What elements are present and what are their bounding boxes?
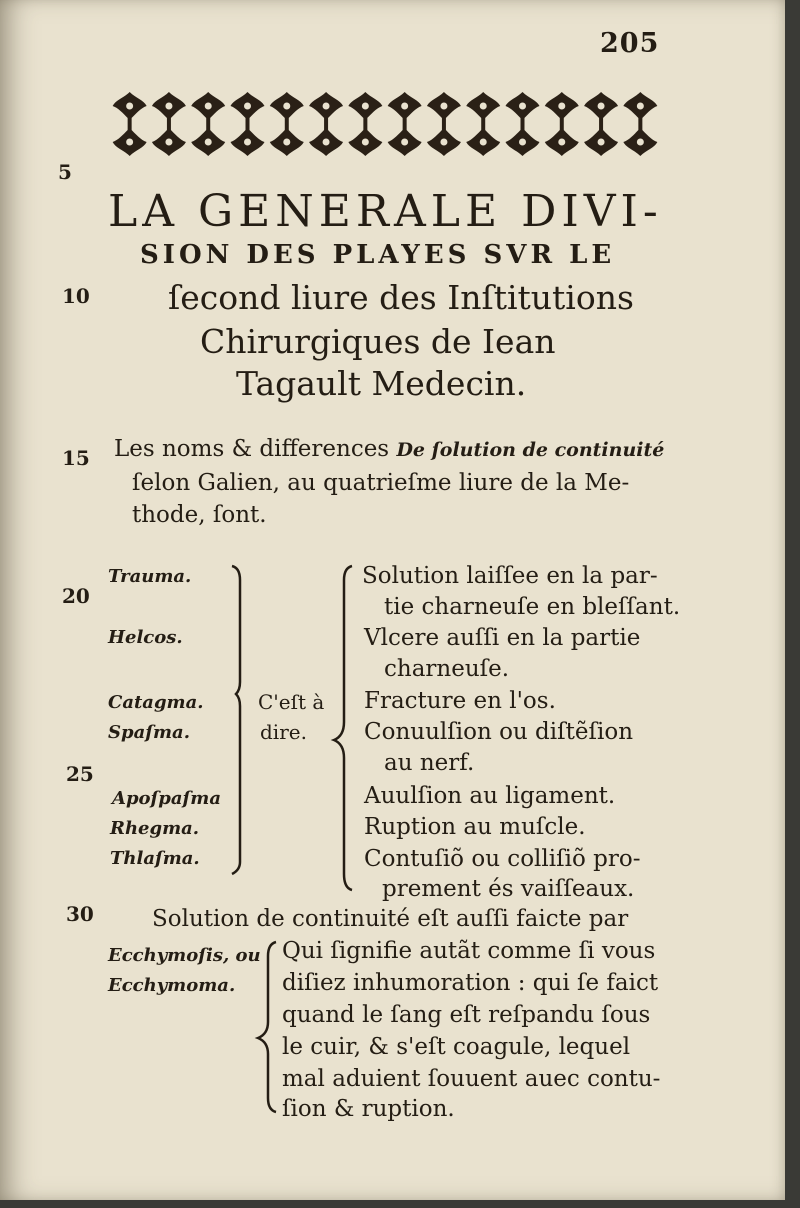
title-line-1: LA GENERALE DIVI- — [108, 186, 663, 237]
title-line-4: Chirurgiques de Iean — [200, 322, 556, 361]
fleuron-dot — [519, 103, 526, 110]
fleuron-dot — [401, 139, 408, 146]
closing-term-2: Ecchymoma. — [108, 975, 236, 996]
fleuron-dot — [283, 103, 290, 110]
fleuron-dot — [323, 103, 330, 110]
fleuron-dot — [323, 139, 330, 146]
closing-def-line: ſion & ruption. — [282, 1096, 455, 1122]
fleuron-dot — [558, 103, 565, 110]
fleuron-dot — [244, 139, 251, 146]
term-helcos: Helcos. — [108, 627, 183, 648]
fleuron-dot — [637, 139, 644, 146]
intro-italic: De ſolution de continuité — [396, 439, 665, 461]
fleuron-stem — [206, 118, 210, 130]
fleuron-dot — [558, 139, 565, 146]
fleuron-dot — [480, 139, 487, 146]
fleuron-dot — [205, 103, 212, 110]
line-number-25: 25 — [66, 762, 94, 786]
closing-brace — [252, 938, 282, 1118]
fleuron-dot — [519, 139, 526, 146]
fleuron-dot — [598, 139, 605, 146]
fleuron-dot — [165, 139, 172, 146]
line-number-30: 30 — [66, 902, 94, 926]
line-number-20: 20 — [62, 584, 90, 608]
closing-line-1: Solution de continuité eſt auſſi faicte par — [152, 906, 629, 932]
term-thlasma: Thlaſma. — [110, 848, 200, 869]
page-number: 205 — [600, 28, 660, 59]
fleuron-dot — [362, 103, 369, 110]
definition-line: Vlcere auſſi en la partie — [364, 625, 641, 651]
fleuron-dot — [480, 103, 487, 110]
definition-line: Auulſion au ligament. — [364, 783, 616, 809]
fleuron-dot — [205, 139, 212, 146]
fleuron-stem — [128, 118, 132, 130]
connector-line-2: dire. — [260, 720, 307, 744]
fleuron-dot — [362, 139, 369, 146]
closing-def-line: le cuir, & s'eſt coagule, lequel — [282, 1034, 631, 1060]
fleuron-dot — [165, 103, 172, 110]
closing-def-line: mal aduient ſouuent auec contu- — [282, 1066, 661, 1092]
term-trauma: Trauma. — [108, 566, 192, 587]
intro-text: Les noms & differences — [114, 436, 390, 462]
fleuron-stem — [403, 118, 407, 130]
title-line-3: ſecond liure des Inſtitutions — [168, 278, 634, 317]
fleuron-dot — [401, 103, 408, 110]
fleuron-dot — [283, 139, 290, 146]
line-number-5: 5 — [58, 160, 72, 184]
definition-line: tie charneuſe en bleſſant. — [384, 594, 681, 620]
fleuron-stem — [521, 118, 525, 130]
fleuron-stem — [442, 118, 446, 130]
right-brace — [328, 562, 358, 902]
fleuron-ornament-band — [110, 88, 660, 162]
definition-line: au nerf. — [384, 750, 475, 776]
left-bracket — [226, 562, 276, 882]
fleuron-dot — [244, 103, 251, 110]
closing-def-line: quand le ſang eſt reſpandu ſous — [282, 1002, 651, 1028]
line-number-10: 10 — [62, 284, 90, 308]
fleuron-stem — [638, 118, 642, 130]
line-number-15: 15 — [62, 446, 90, 470]
term-rhegma: Rhegma. — [110, 818, 200, 839]
definition-line: Fracture en l'os. — [364, 688, 556, 714]
fleuron-dot — [440, 139, 447, 146]
fleuron-stem — [599, 118, 603, 130]
fleuron-stem — [167, 118, 171, 130]
closing-def-line: diſiez inhumoration : qui ſe faict — [282, 970, 659, 996]
definition-line: Conuulſion ou diſtẽſion — [364, 719, 634, 745]
term-spasma: Spaſma. — [108, 722, 190, 743]
definition-line: Ruption au muſcle. — [364, 814, 586, 840]
fleuron-stem — [324, 118, 328, 130]
connector-line-1: C'eſt à — [258, 690, 325, 714]
intro-line-3: thode, ſont. — [132, 502, 267, 528]
definition-line: Solution laiſſee en la par- — [362, 563, 658, 589]
fleuron-dot — [126, 139, 133, 146]
title-line-2: SION DES PLAYES SVR LE — [140, 240, 616, 270]
intro-line-2: ſelon Galien, au quatrieſme liure de la Me- — [132, 470, 630, 496]
fleuron-dot — [126, 103, 133, 110]
definition-line: charneuſe. — [384, 656, 510, 682]
title-line-5: Tagault Medecin. — [236, 364, 527, 403]
fleuron-stem — [285, 118, 289, 130]
fleuron-stem — [481, 118, 485, 130]
fleuron-stem — [363, 118, 367, 130]
intro-line-1 — [114, 438, 664, 461]
definition-line: Contuſiõ ou colliſiõ pro- — [364, 846, 641, 872]
closing-def-line: Qui ſignifie autãt comme ſi vous — [282, 938, 656, 964]
term-apospasma: Apoſpaſma — [112, 788, 222, 809]
definition-line: prement és vaiſſeaux. — [382, 876, 635, 902]
term-catagma: Catagma. — [108, 692, 204, 713]
fleuron-stem — [246, 118, 250, 130]
fleuron-dot — [637, 103, 644, 110]
fleuron-dot — [440, 103, 447, 110]
fleuron-stem — [560, 118, 564, 130]
fleuron-dot — [598, 103, 605, 110]
closing-term-1: Ecchymoſis, ou — [108, 945, 261, 966]
